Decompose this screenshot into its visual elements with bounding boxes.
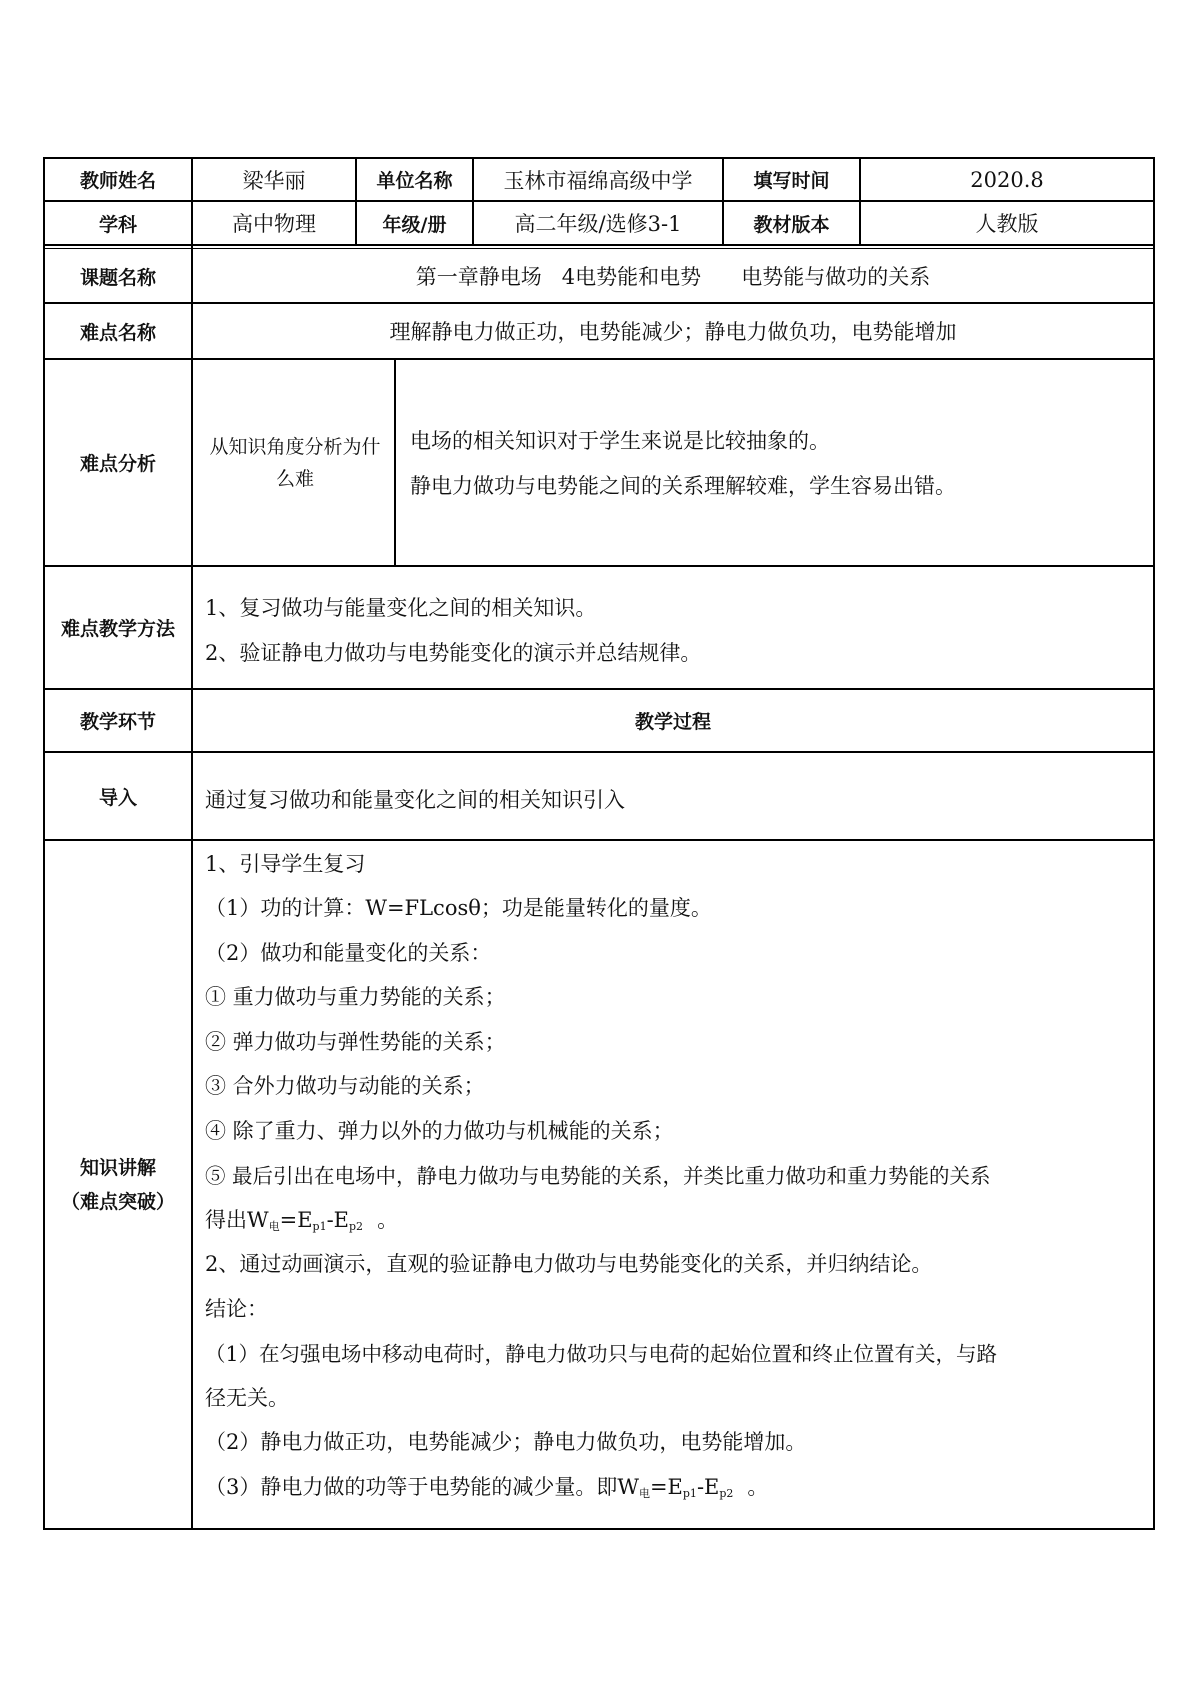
knowledge-line-12: （1）在匀强电场中移动电荷时，静电力做功只与电荷的起始位置和终止位置有关，与路 bbox=[205, 1342, 998, 1366]
unit-value: 玉林市福绵高级中学 bbox=[503, 168, 693, 193]
formula-sub: p2 bbox=[349, 1220, 364, 1233]
formula-sub: p1 bbox=[682, 1487, 697, 1500]
teacher-label: 教师姓名 bbox=[79, 170, 156, 192]
row-divider-double bbox=[43, 248, 1155, 249]
row-divider bbox=[43, 565, 1155, 567]
formula-text: =E bbox=[279, 1208, 313, 1232]
formula-sub: 电 bbox=[268, 1220, 280, 1233]
subject-label: 学科 bbox=[98, 213, 137, 236]
analysis-col-divider bbox=[394, 358, 396, 565]
difficulty-label: 难点名称 bbox=[79, 321, 156, 344]
formula-text: -E bbox=[326, 1208, 350, 1232]
time-value: 2020.8 bbox=[970, 167, 1044, 192]
analysis-line-2: 静电力做功与电势能之间的关系理解较难，学生容易出错。 bbox=[410, 474, 956, 498]
method-line-2: 2、验证静电力做功与电势能变化的演示并总结规律。 bbox=[205, 641, 702, 665]
knowledge-line-9 bbox=[205, 1204, 398, 1234]
knowledge-line-10: 2、通过动画演示，直观的验证静电力做功与电势能变化的关系，并归纳结论。 bbox=[205, 1252, 933, 1276]
formula-text: =E bbox=[649, 1475, 683, 1499]
grade-value: 高二年级/选修3-1 bbox=[514, 212, 682, 236]
knowledge-line-5: ② 弹力做功与弹性势能的关系； bbox=[205, 1030, 506, 1054]
time-label: 填写时间 bbox=[753, 170, 830, 192]
method-line-1: 1、复习做功与能量变化之间的相关知识。 bbox=[205, 596, 597, 620]
formula-text: -E bbox=[696, 1475, 720, 1499]
intro-label: 导入 bbox=[98, 786, 137, 809]
topic-value: 第一章静电场 4电势能和电势 电势能与做功的关系 bbox=[415, 265, 931, 289]
knowledge-line-3: （2）做功和能量变化的关系： bbox=[205, 941, 492, 965]
topic-label: 课题名称 bbox=[79, 266, 156, 289]
grade-label: 年级/册 bbox=[382, 213, 447, 236]
row-divider bbox=[43, 839, 1155, 841]
knowledge-line-11: 结论： bbox=[205, 1297, 268, 1321]
knowledge-line-14: （2）静电力做正功，电势能减少；静电力做负功，电势能增加。 bbox=[205, 1430, 807, 1454]
knowledge-label bbox=[45, 841, 191, 1528]
knowledge-line-13: 径无关。 bbox=[205, 1386, 289, 1410]
unit-label: 单位名称 bbox=[376, 170, 453, 192]
formula-sub: p2 bbox=[719, 1487, 734, 1500]
knowledge-label-line-2: （难点突破） bbox=[60, 1190, 175, 1213]
formula-text: 得出W bbox=[205, 1208, 269, 1232]
row-divider bbox=[43, 751, 1155, 753]
difficulty-value: 理解静电力做正功，电势能减少；静电力做负功，电势能增加 bbox=[389, 320, 957, 344]
formula-text: （3）静电力做的功等于电势能的减少量。即W bbox=[205, 1475, 639, 1499]
analysis-line-1: 电场的相关知识对于学生来说是比较抽象的。 bbox=[410, 429, 830, 453]
row-divider bbox=[43, 244, 1155, 246]
intro-value: 通过复习做功和能量变化之间的相关知识引入 bbox=[205, 788, 625, 812]
teacher-value: 梁华丽 bbox=[242, 168, 306, 193]
process-header-value: 教学过程 bbox=[634, 711, 711, 733]
knowledge-line-4: ① 重力做功与重力势能的关系； bbox=[205, 985, 506, 1009]
knowledge-label-line-1: 知识讲解 bbox=[79, 1156, 156, 1179]
formula-sub: 电 bbox=[638, 1487, 650, 1500]
formula-end: 。 bbox=[377, 1208, 399, 1232]
formula-end: 。 bbox=[747, 1475, 769, 1499]
analysis-sub-label: 从知识角度分析为什么难 bbox=[209, 435, 381, 490]
edition-value: 人教版 bbox=[975, 212, 1039, 236]
label-column-divider bbox=[191, 157, 193, 1530]
knowledge-line-1: 1、引导学生复习 bbox=[205, 852, 366, 876]
method-label: 难点教学方法 bbox=[60, 618, 175, 640]
edition-label: 教材版本 bbox=[753, 213, 830, 236]
knowledge-line-15 bbox=[205, 1471, 768, 1501]
analysis-label: 难点分析 bbox=[79, 453, 156, 475]
knowledge-line-7: ④ 除了重力、弹力以外的力做功与机械能的关系； bbox=[205, 1119, 674, 1143]
knowledge-line-2: （1）功的计算：W=FLcosθ；功是能量转化的量度。 bbox=[205, 896, 712, 920]
knowledge-line-6: ③ 合外力做功与动能的关系； bbox=[205, 1074, 485, 1098]
knowledge-line-8: ⑤ 最后引出在电场中，静电力做功与电势能的关系，并类比重力做功和重力势能的关系 bbox=[205, 1164, 991, 1188]
subject-value: 高中物理 bbox=[232, 212, 316, 236]
formula-sub: p1 bbox=[312, 1220, 327, 1233]
process-header-label: 教学环节 bbox=[79, 711, 156, 733]
